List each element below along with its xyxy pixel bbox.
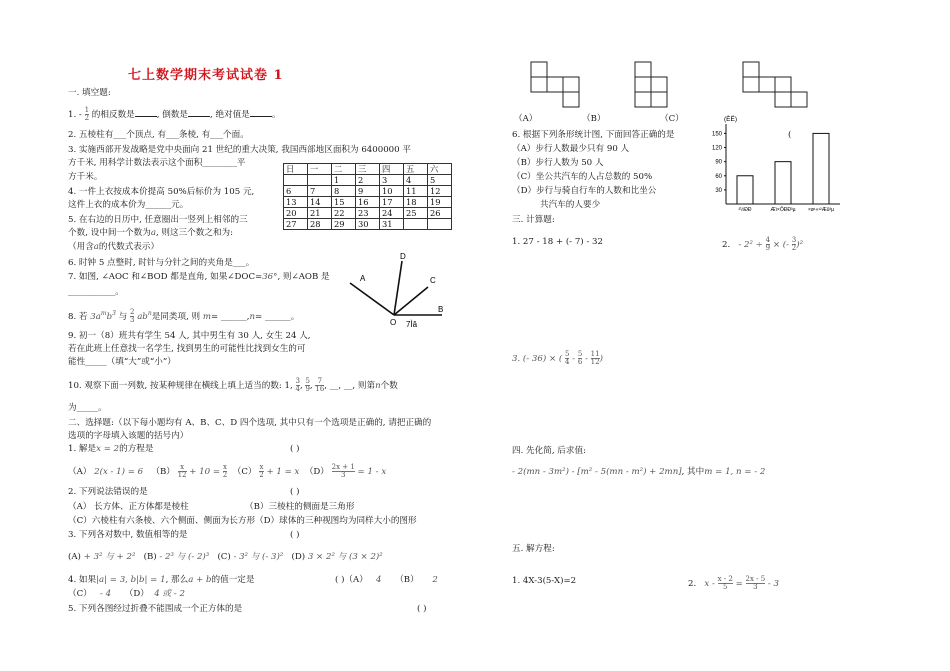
mc4-pre: 4. 如果 — [68, 575, 97, 585]
calendar-cell: 18 — [404, 197, 428, 208]
cube-net-a — [530, 61, 584, 109]
q3-line-c: 方千米。 — [68, 172, 103, 182]
part1-heading: 一. 填空题: — [68, 88, 111, 98]
part4-heading: 四. 先化简, 后求值: — [512, 446, 586, 456]
calc3 — [512, 351, 603, 366]
q10-frac-3-num: 7 — [315, 378, 324, 386]
mc1-options — [68, 464, 386, 479]
chart-y-tick-label: 120 — [711, 145, 722, 152]
calendar-cell — [404, 219, 428, 230]
q5-line-c — [68, 242, 159, 253]
calendar-cell — [308, 175, 332, 186]
q10-frac-2 — [305, 378, 309, 393]
mc3-opt-b-label: (B) — [143, 552, 157, 562]
chart-category-label: ×ø¹«¹²Æû³µ — [807, 207, 835, 213]
calendar-cell: 19 — [428, 197, 452, 208]
calendar-header-cell: 五 — [404, 164, 428, 175]
calendar-row — [284, 208, 452, 219]
mc1-stem — [68, 444, 154, 455]
q8-term2-base: ab — [137, 311, 148, 322]
part4-math: - 2(mn - 3m²) - [m² - 5(mn - m²) + 2mn] — [512, 467, 682, 477]
calendar-cell: 30 — [356, 219, 380, 230]
net-label-a: （A） — [514, 114, 538, 124]
mc1-opt-c-frac — [259, 464, 263, 479]
exam-title: 七上数学期末考试试卷 1 — [128, 68, 284, 83]
calc2-pre: 2. — [722, 240, 731, 250]
calc3-f3-den: 12 — [590, 358, 600, 366]
mc1-c-f-den: 2 — [259, 471, 264, 479]
rq6-opt-a: （A）步行人数最少只有 90 人 — [512, 144, 630, 154]
calc2-frac1 — [766, 237, 770, 252]
mc3-opt-c: - 3² 与 (- 3)² — [233, 552, 284, 562]
mc1-opt-b: + 10 = — [189, 467, 221, 477]
q10-line-b: 为_____。 — [68, 403, 107, 413]
chart-category-label: Æï×ÔÐÐ³µ — [770, 207, 796, 213]
eq2 — [688, 576, 779, 591]
q2-text: 2. 五棱柱有___个顶点, 有___条棱, 有___个面。 — [68, 130, 249, 140]
label-a: A — [360, 274, 366, 283]
ray-oc — [394, 287, 428, 315]
calendar-cell: 20 — [284, 208, 308, 219]
rq6-stem: 6. 根据下列条形统计图, 下面回答正确的是 — [512, 130, 675, 140]
mc1-opt-d-frac — [332, 464, 355, 479]
q3-line-a: 3. 实施西部开发战略是党中央面向 21 世纪的重大决策, 我国西部地区面积为 6400000 平 — [68, 145, 411, 155]
eq2-pre: 2. — [688, 579, 697, 589]
mc4-opt-b: 2 — [432, 575, 438, 585]
calendar-cell: 22 — [332, 208, 356, 219]
mc4-options-row2 — [68, 589, 185, 600]
chart-y-tick-label: 30 — [715, 187, 722, 194]
calendar-row — [284, 219, 452, 230]
mc4-opt-c: - 4 — [99, 589, 112, 599]
calc3-frac2 — [578, 351, 582, 366]
angle-figure — [350, 252, 460, 330]
part4-cond: m = 1, n = - 2 — [704, 467, 766, 477]
calendar-cell: 21 — [308, 208, 332, 219]
mc3-opt-d-label: (D) — [291, 552, 306, 562]
mc4-mid: , 那么 — [165, 575, 189, 585]
mc3-opt-d: 3 × 2² 与 (3 × 2)² — [307, 552, 383, 562]
calc1: 1. 27 - 18 + (- 7) - 32 — [512, 237, 603, 247]
q10-tail: , __, __, 则第 — [324, 381, 376, 391]
ray-oa — [350, 283, 394, 315]
chart-category-label: ²½ÐÐ — [738, 207, 752, 213]
calendar-row — [284, 197, 452, 208]
calc3-f1-den: 4 — [564, 358, 570, 366]
q4-line-a: 4. 一件上衣按成本价提高 50%后标价为 105 元, — [68, 187, 255, 197]
q8-term2 — [137, 312, 152, 322]
mc2-opt-a: （A） 长方体、正方体都是棱柱 — [68, 502, 189, 512]
calc3-frac1 — [565, 351, 569, 366]
eq1: 1. 4X-3(5-X)=2 — [512, 576, 577, 586]
chart-bar — [813, 133, 829, 204]
eq2-frac2 — [746, 576, 766, 591]
calc3-frac3 — [591, 351, 600, 366]
mc2-stem: 2. 下列说法错误的是 — [68, 487, 148, 497]
part3-heading: 三. 计算题: — [512, 215, 555, 225]
q4-line-b: 这件上衣的成本价为______元。 — [68, 200, 189, 210]
mc3-stem: 3. 下列各对数中, 数值相等的是 — [68, 530, 188, 540]
calendar-cell: 27 — [284, 219, 308, 230]
q8-n: n — [249, 311, 256, 322]
label-b: B — [438, 305, 444, 314]
q8-eq2: = ______。 — [255, 311, 300, 322]
calendar-cell: 23 — [356, 208, 380, 219]
calendar-cell: 17 — [380, 197, 404, 208]
eq2-f2-num: 2x - 5 — [745, 575, 766, 583]
q1-mid2: , 绝对值是 — [210, 110, 250, 120]
calc2 — [722, 237, 803, 252]
mc1-opt-b-label: （B） — [151, 467, 175, 477]
part4-mid: , 其中 — [681, 467, 705, 477]
q5b-text: 个数, 设中间一个数为 — [68, 228, 151, 238]
q1-frac-den: 2 — [84, 114, 90, 122]
calc2-m2: × (- — [772, 240, 790, 250]
q10-frac-3-den: 16 — [315, 385, 325, 393]
calendar-cell: 28 — [308, 219, 332, 230]
q8-term1 — [90, 312, 116, 322]
mc1-d-f-num: 2x + 1 — [331, 463, 355, 471]
mc3-options — [68, 552, 383, 563]
q1-line — [68, 107, 280, 122]
chart-bar — [775, 162, 791, 204]
q8-line — [68, 308, 299, 324]
q7a-end: , 则∠AOB 是 — [277, 272, 330, 282]
mc1-b-f1-num: x — [178, 464, 187, 472]
mc4-opt-b-label: （B） — [395, 575, 419, 585]
mc4-opt-d-label: （D） — [124, 589, 149, 599]
mc1-opt-b-frac2 — [223, 464, 227, 479]
calendar-cell: 8 — [332, 186, 356, 197]
mc2-opt-cd: （C）六棱柱有六条棱、六个侧面、侧面为长方形（D）球体的三种视图均为同样大小的图形 — [68, 516, 417, 526]
calendar-cell: 1 — [332, 175, 356, 186]
chart-ylabel: (ÈË) — [724, 116, 737, 123]
label-c: C — [430, 276, 436, 285]
q10-text: 10. 观察下面一列数, 按某种规律在横线上填上适当的数: 1, — [68, 381, 293, 391]
label-o: O — [390, 318, 397, 327]
calc2-end: )² — [796, 240, 804, 250]
q5-line-b — [68, 228, 233, 239]
q6-text: 6. 时钟 5 点整时, 时针与分针之间的夹角是___。 — [68, 258, 255, 268]
calendar-cell: 26 — [428, 208, 452, 219]
part2-heading-b: 选项的字母填入该题的括号内） — [68, 431, 189, 441]
q8-frac-den: 3 — [129, 315, 135, 324]
q1-prefix: 1. - — [68, 110, 82, 120]
calendar-cell: 3 — [380, 175, 404, 186]
mc1-opt-c: + 1 = x — [266, 467, 300, 477]
q8-term1-base2: b — [106, 311, 113, 322]
mc2-answer-paren[interactable]: ( ) — [290, 487, 300, 497]
q10-frac-2-num: 5 — [305, 377, 310, 385]
mc3-answer-paren[interactable]: ( ) — [290, 530, 300, 540]
mc1-opt-a-label: （A） — [68, 467, 92, 477]
part4-expression — [512, 467, 765, 478]
mc4-options-row1 — [335, 575, 438, 586]
mc1-b-f1-den: 12 — [177, 471, 187, 479]
mc1-c-f-num: x — [259, 463, 264, 471]
q1-frac-num: 1 — [84, 106, 90, 114]
calendar-header-cell: 一 — [308, 164, 332, 175]
mc4-opt-d: 4 或 - 2 — [154, 589, 185, 599]
mc4-end: 的值一定是 — [211, 575, 255, 585]
calc3-f2-num: 5 — [577, 350, 583, 358]
bar-chart — [700, 112, 845, 217]
rq6-opt-d1: （D）步行与骑自行车的人数和比坐公 — [512, 186, 657, 196]
chart-y-tick-label: 150 — [711, 131, 722, 138]
mc1-opt-c-label: （C） — [232, 467, 257, 477]
calc2-m1: - 2² ÷ — [738, 240, 763, 250]
part2-heading-a: 二、选择题:（以下每小题均有 A、B、C、D 四个选项, 其中只有一个选项是正确的, 请把正确的 — [68, 418, 432, 428]
eq2-eq: = — [735, 579, 743, 589]
q1-end: 。 — [271, 110, 281, 120]
chart-bar — [737, 176, 753, 204]
calendar-row — [284, 175, 452, 186]
eq2-f1-den: 5 — [723, 583, 728, 591]
mc3-opt-b: - 2³ 与 (- 2)³ — [159, 552, 210, 562]
rq6-opt-c: （C）坐公共汽车的人占总数的 50% — [512, 172, 653, 182]
calc3-mid2: - — [585, 354, 588, 364]
mc4-stem — [68, 575, 255, 586]
calendar-cell: 13 — [284, 197, 308, 208]
q1-blank-2[interactable] — [188, 108, 210, 117]
mc1-b-f2-num: x — [223, 463, 227, 471]
eq2-f2-den: 3 — [753, 583, 758, 591]
calc3-f3-num: 11 — [590, 350, 600, 358]
calc3-f1-num: 5 — [564, 350, 570, 358]
q3-line-b: 方千米, 用科学计数法表示这个面积________平 — [68, 158, 246, 168]
calendar-cell: 16 — [356, 197, 380, 208]
calc2-f2-num: 3 — [791, 236, 797, 244]
calendar-cell: 9 — [356, 186, 380, 197]
chart-y-tick-label: 60 — [715, 173, 722, 180]
calendar-cell: 7 — [308, 186, 332, 197]
calc3-end: ) — [599, 354, 603, 364]
mc1-opt-b-frac1 — [178, 464, 187, 479]
mc1-opt-a: 2(x - 1) = 6 — [94, 467, 144, 477]
q10-frac-2-den: 9 — [305, 385, 310, 393]
calendar-header-row — [284, 164, 452, 175]
calendar-cell: 5 — [428, 175, 452, 186]
net-label-c: （C） — [660, 114, 684, 124]
eq2-x: x - — [704, 579, 715, 589]
calendar-header-cell: 六 — [428, 164, 452, 175]
mc1-text: 1. 解是 — [68, 444, 97, 454]
calendar-cell: 11 — [404, 186, 428, 197]
q10-var: n — [375, 381, 381, 391]
mc1-answer-paren[interactable]: ( ) — [290, 444, 300, 454]
calendar-cell — [428, 219, 452, 230]
q5c-var: a — [93, 242, 99, 252]
q8-pre: 8. 若 — [68, 311, 88, 322]
calc2-f1-num: 4 — [765, 236, 771, 244]
calendar-header-cell: 三 — [356, 164, 380, 175]
q5b-var: a — [150, 228, 156, 238]
ray-od — [394, 261, 402, 315]
calendar-cell: 15 — [332, 197, 356, 208]
calendar-cell: 10 — [380, 186, 404, 197]
q5c-end: 的代数式表示） — [98, 242, 160, 252]
q8-fraction — [130, 309, 134, 324]
q1-blank-3[interactable] — [250, 108, 272, 117]
q8-text: 是同类项, 则 — [151, 311, 201, 322]
calendar-table — [283, 163, 452, 230]
calendar-cell: 14 — [308, 197, 332, 208]
q8-m: m — [202, 311, 212, 322]
mc4-math1: |a| = 3, b|b| = 1 — [96, 575, 166, 585]
calc3-f2-den: 6 — [577, 358, 583, 366]
q10-frac-1-den: 4 — [295, 385, 300, 393]
net-label-b: （B） — [582, 114, 606, 124]
mc1-end: 的方程是 — [119, 444, 154, 454]
q7a-val: 36° — [262, 272, 278, 282]
calendar-cell: 6 — [284, 186, 308, 197]
mc4-answer-paren[interactable]: ( )（A） — [335, 575, 368, 585]
chart-y-tick-label: 90 — [715, 159, 722, 166]
mc4-opt-a: 4 — [376, 575, 382, 585]
cube-net-c — [742, 61, 808, 109]
label-d: D — [400, 252, 406, 261]
mc4-opt-c-label: （C） — [68, 589, 92, 599]
q1-fraction — [85, 107, 89, 122]
q1-text: 的相反数是 — [91, 110, 135, 120]
q7-line-b: ___________。 — [68, 287, 124, 297]
q1-mid1: , 倒数是 — [156, 110, 189, 120]
figure-caption: 7Ìâ — [406, 320, 418, 329]
q8-frac-num: 2 — [129, 307, 135, 316]
q9-line-c: 能性_____（填“大”或“小”） — [68, 357, 176, 367]
q8-term1-base: 3a — [90, 311, 101, 322]
mc4-math2: a + b — [188, 575, 212, 585]
calendar-cell: 4 — [404, 175, 428, 186]
eq2-f1-num: x - 2 — [717, 575, 733, 583]
q10-frac-1-num: 3 — [295, 377, 300, 385]
q7-line-a — [68, 272, 330, 283]
q10-frac-1 — [296, 378, 300, 393]
q5-line-a: 5. 在右边的日历中, 任意圈出一竖列上相邻的三 — [68, 215, 248, 225]
calc2-f2-den: 2 — [791, 244, 797, 252]
calendar-cell: 2 — [356, 175, 380, 186]
calendar-header-cell: 四 — [380, 164, 404, 175]
q9-line-a: 9. 初一（8）班共有学生 54 人, 其中男生有 30 人, 女生 24 人, — [68, 331, 311, 341]
mc5-answer-paren[interactable]: ( ) — [417, 604, 427, 614]
q5c-pre: （用含 — [68, 242, 94, 252]
q5b-end: , 则这三个数之和为: — [155, 228, 234, 238]
calc2-f1-den: 9 — [765, 244, 771, 252]
calendar-cell: 24 — [380, 208, 404, 219]
rq6-opt-b: （B）步行人数为 50 人 — [512, 158, 604, 168]
q10-line-a: 10. 观察下面一列数, 按某种规律在横线上填上适当的数: 1, $\frac{3}{4}$ , $\frac{5}{9}$ , $\frac{7}{16}$ , __, __, 则第n个数 — [68, 377, 398, 393]
calc3-pre: 3. (- 36) × ( — [512, 354, 563, 364]
mc1-opt-d: = 1 - x — [357, 467, 387, 477]
mc5-stem: 5. 下列各图经过折叠不能围成一个正方体的是 — [68, 604, 243, 614]
calc3-mid1: - — [572, 354, 576, 364]
part5-heading: 五. 解方程: — [512, 544, 555, 554]
mc3-opt-a-label: (A) — [68, 552, 81, 562]
calendar-cell: 29 — [332, 219, 356, 230]
rq6-paren[interactable]: ( — [788, 130, 792, 140]
calendar-cell: 31 — [380, 219, 404, 230]
q10-frac-3 — [315, 378, 324, 393]
mc1-d-f-den: 3 — [340, 471, 346, 479]
calendar-header-cell: 二 — [332, 164, 356, 175]
mc1-math: x = 2 — [96, 444, 120, 454]
cube-net-b — [634, 61, 684, 109]
q8-and: 与 — [118, 311, 128, 322]
q7a-pre: 7. 如图, ∠AOC 和∠BOD 都是直角, 如果∠DOC= — [68, 272, 263, 282]
q8-term1-exp1: m — [100, 310, 107, 317]
mc1-b-f2-den: 2 — [222, 471, 228, 479]
q10-end: 个数 — [380, 381, 398, 391]
q8-term1-exp2: 3 — [112, 310, 116, 317]
q9-line-b: 若在此班上任意找一名学生, 找到男生的可能性比找到女生的可 — [68, 344, 306, 354]
mc3-opt-c-label: (C) — [217, 552, 231, 562]
calendar-cell — [284, 175, 308, 186]
calendar-row — [284, 186, 452, 197]
eq2-end: - 3 — [767, 579, 780, 589]
q1-blank-1[interactable] — [135, 108, 157, 117]
q8-term2-exp: n — [147, 310, 152, 317]
calendar-header-cell: 日 — [284, 164, 308, 175]
q8-eq1: = ______, — [211, 311, 250, 322]
calendar-cell: 12 — [428, 186, 452, 197]
eq2-frac1 — [718, 576, 733, 591]
calendar-cell: 25 — [404, 208, 428, 219]
mc1-opt-d-label: （D） — [304, 467, 329, 477]
rq6-opt-d2: 共汽车的人要少 — [540, 200, 601, 210]
mc3-opt-a: + 3² 与 + 2² — [83, 552, 136, 562]
mc2-opt-b: （B）三棱柱的侧面是三角形 — [245, 502, 355, 512]
